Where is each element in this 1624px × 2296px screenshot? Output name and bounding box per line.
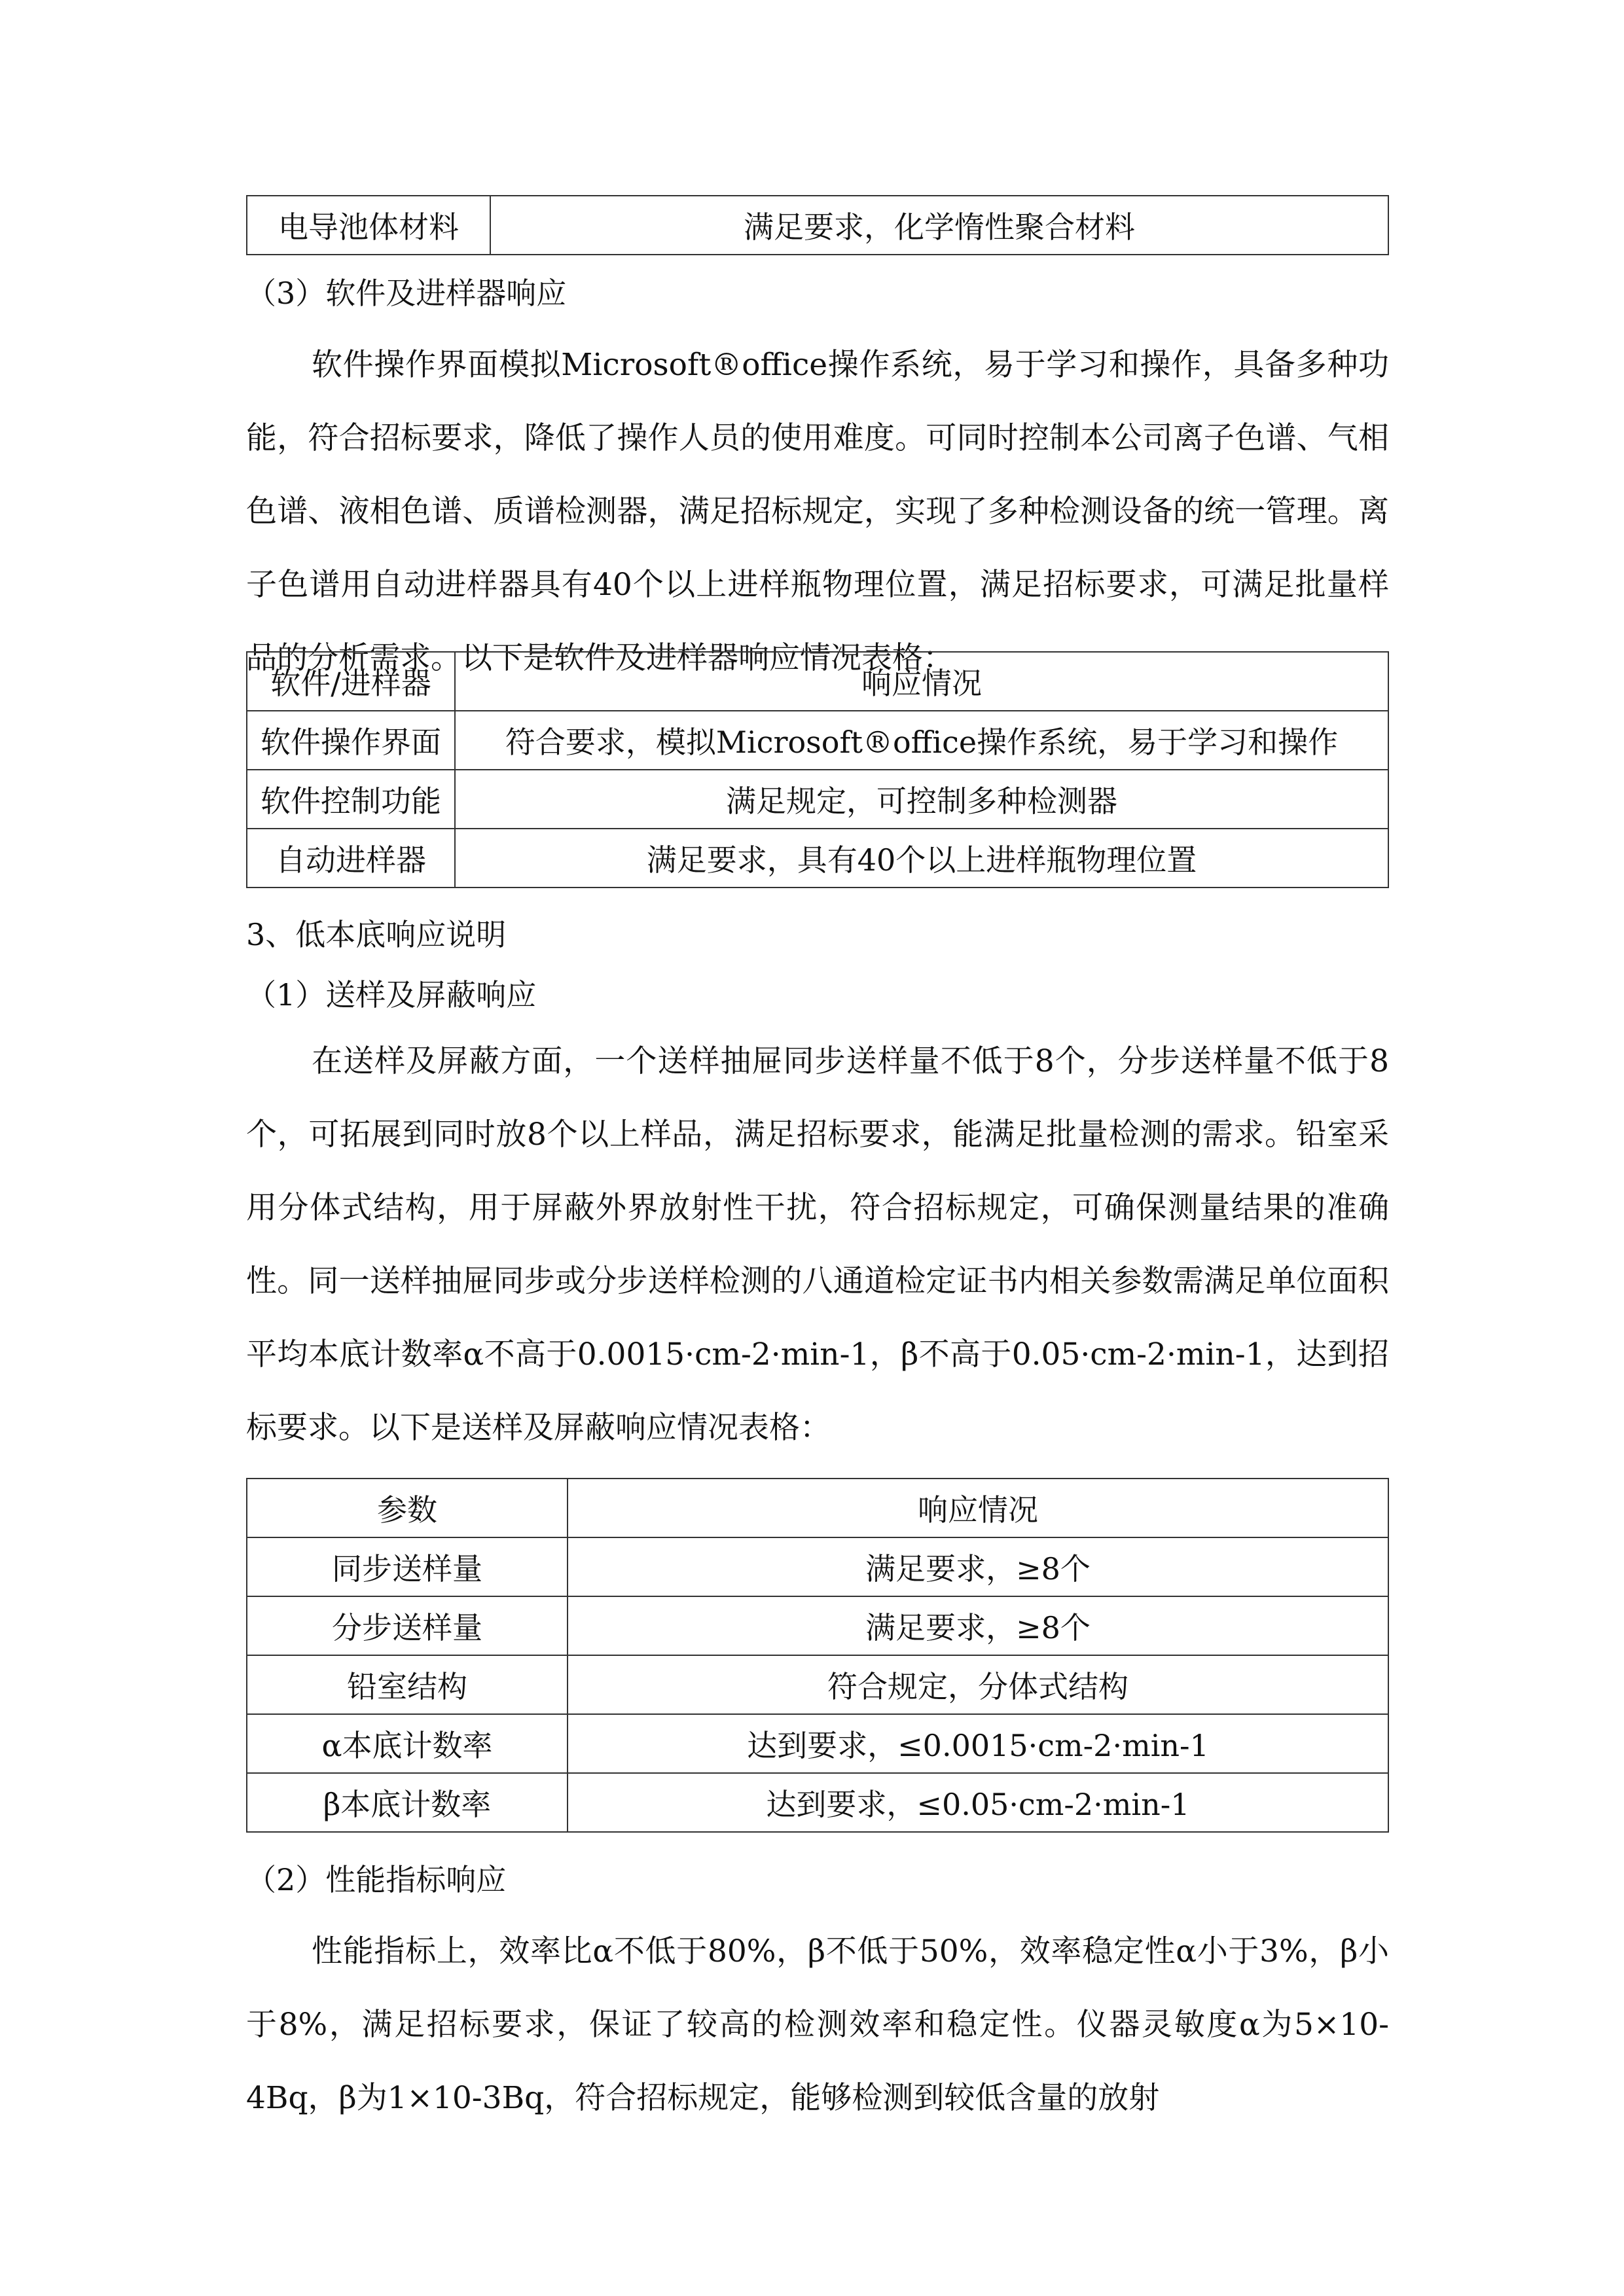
section-heading-performance: （2）性能指标响应: [246, 1862, 507, 1897]
table-cell: 软件控制功能: [247, 770, 455, 829]
section-heading-software: （3）软件及进样器响应: [246, 276, 567, 311]
table-row: [247, 1537, 1388, 1596]
table-header-cell: 参数: [247, 1479, 568, 1537]
software-paragraph: 软件操作界面模拟Microsoft®office操作系统，易于学习和操作，具备多种功能，符合招标要求，降低了操作人员的使用难度。可同时控制本公司离子色谱、气相色谱、液相色谱、质谱检测器，满足招标规定，实现了多种检测设备的统一管理。离子色谱用自动进样器具有40个以上进样瓶物理位置，满足招标要求，可满足批量样品的分析需求。以下是软件及进样器响应情况表格：: [246, 347, 1389, 676]
table-row: [247, 196, 1388, 255]
table-header-row: [247, 652, 1388, 711]
table-header-cell: 软件/进样器: [247, 652, 455, 711]
sampling-paragraph: 在送样及屏蔽方面，一个送样抽屉同步送样量不低于8个，分步送样量不低于8个，可拓展到同时放8个以上样品，满足招标要求，能满足批量检测的需求。铅室采用分体式结构，用于屏蔽外界放射性干扰，符合招标规定，可确保测量结果的准确性。同一送样抽屉同步或分步送样检测的八通道检定证书内相关参数需满足单位面积平均本底计数率α不高于0.0015·cm-2·min-1，β不高于0.05·cm-2·min-1，达到招标要求。以下是送样及屏蔽响应情况表格：: [246, 1043, 1389, 1446]
table-cell: 满足要求，≥8个: [568, 1537, 1388, 1596]
table-row: [247, 1773, 1388, 1832]
table-cell: 满足要求，≥8个: [568, 1596, 1388, 1655]
table-cell: 达到要求，≤0.0015·cm-2·min-1: [568, 1714, 1388, 1773]
table-cell-value: 满足要求，化学惰性聚合材料: [490, 196, 1388, 255]
table-cell: 满足规定，可控制多种检测器: [455, 770, 1388, 829]
table-cell: 自动进样器: [247, 829, 455, 888]
table-row: [247, 711, 1388, 770]
table-header-cell: 响应情况: [455, 652, 1388, 711]
table-cell: 铅室结构: [247, 1655, 568, 1714]
table-cell: 符合规定，分体式结构: [568, 1655, 1388, 1714]
section-heading-sampling: （1）送样及屏蔽响应: [246, 977, 537, 1013]
table-row: [247, 1655, 1388, 1714]
table-header-cell: 响应情况: [568, 1479, 1388, 1537]
table-cell: 达到要求，≤0.05·cm-2·min-1: [568, 1773, 1388, 1832]
table-row: [247, 770, 1388, 829]
table-cell: β本底计数率: [247, 1773, 568, 1832]
table-cell: 满足要求，具有40个以上进样瓶物理位置: [455, 829, 1388, 888]
section-heading-low-background: 3、低本底响应说明: [246, 917, 507, 952]
sampling-table: [246, 1478, 1389, 1833]
table-row: [247, 829, 1388, 888]
table-cell-label: 电导池体材料: [247, 196, 490, 255]
table-row: [247, 1714, 1388, 1773]
table-cell: 符合要求，模拟Microsoft®office操作系统，易于学习和操作: [455, 711, 1388, 770]
table-header-row: [247, 1479, 1388, 1537]
material-table: [246, 195, 1389, 255]
software-table: [246, 651, 1389, 888]
table-cell: α本底计数率: [247, 1714, 568, 1773]
table-cell: 分步送样量: [247, 1596, 568, 1655]
table-cell: 软件操作界面: [247, 711, 455, 770]
performance-paragraph: 性能指标上，效率比α不低于80%，β不低于50%，效率稳定性α小于3%，β小于8%，满足招标要求，保证了较高的检测效率和稳定性。仪器灵敏度α为5×10-4Bq，β为1×10-3Bq，符合招标规定，能够检测到较低含量的放射: [246, 1933, 1389, 2116]
table-cell: 同步送样量: [247, 1537, 568, 1596]
table-row: [247, 1596, 1388, 1655]
